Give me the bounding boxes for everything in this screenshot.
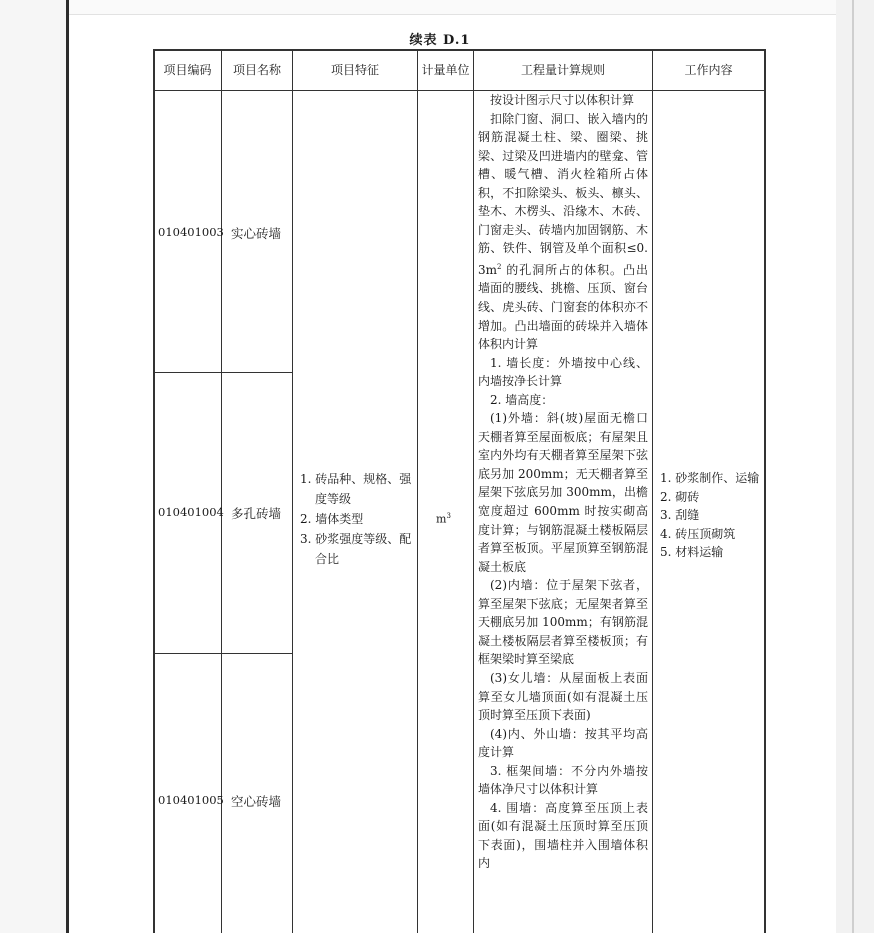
- rule-text-segment: 的孔洞所占的体积。凸出墙面的腰线、挑檐、压顶、窗台线、虎头砖、门窗套的体积亦不增加。凸出墙面的砖垛并入墙体体积内计算: [478, 262, 648, 352]
- column-divider: [417, 49, 418, 933]
- work-content-list: [660, 469, 768, 562]
- rule-paragraph: (3)女儿墙：从屋面板上表面算至女儿墙顶面(如有混凝土压顶时算至压顶下表面): [478, 670, 648, 723]
- rule-text-segment: 扣除门窗、洞口、嵌入墙内的钢筋混凝土柱、梁、圈梁、挑梁、过梁及凹进墙内的壁龛、管槽、暖气槽、消火栓箱所占体积，不扣除梁头、板头、檩头、垫木、木楞头、沿缘木、木砖、门窗走头、砖墙内加固钢筋、木筋、铁件、钢管及单个面积≤0.3m: [478, 111, 648, 277]
- work-item: 5. 材料运输: [660, 545, 724, 559]
- work-item: 1. 砂浆制作、运输: [660, 471, 760, 485]
- rule-paragraph: 3. 框架间墙：不分内外墙按墙体净尺寸以体积计算: [478, 763, 648, 797]
- row-divider: [153, 372, 293, 373]
- features-list: [300, 469, 412, 569]
- row-code: 010401004: [158, 505, 224, 519]
- header-cell-name: 项目名称: [232, 63, 281, 77]
- column-divider: [292, 49, 293, 933]
- unit-exponent: 3: [446, 512, 451, 520]
- rule-paragraph: (1)外墙：斜(坡)屋面无檐口天棚者算至屋面板底；有屋架且室内外均有天棚者算至屋架下弦底另加 200mm；无天棚者算至屋架下弦底另加 300mm，出檐宽度超过 600mm 时按实砌高度计算；与钢筋混凝土楼板隔层者算至板顶。平屋顶算至钢筋混凝土板底: [478, 411, 648, 574]
- row-code: 010401003: [158, 225, 224, 239]
- rule-superscript: 2: [497, 262, 502, 271]
- table-left-border: [153, 49, 155, 933]
- rule-paragraph: 2. 墙高度：: [490, 392, 554, 407]
- work-item: 3. 刮缝: [660, 508, 700, 522]
- table-title: 续表 D.1: [409, 33, 471, 48]
- table-top-border: [153, 49, 765, 51]
- header-bottom-border: [153, 90, 765, 91]
- feature-item: 1. 砖品种、规格、强度等级: [300, 472, 412, 506]
- column-divider: [652, 49, 653, 933]
- rule-paragraph: (2)内墙：位于屋架下弦者，算至屋架下弦底；无屋架者算至天棚底另加 100mm；有钢筋混凝土楼板隔层者算至楼板顶；有框架梁时算至梁底: [478, 578, 648, 667]
- feature-item: 3. 砂浆强度等级、配合比: [300, 532, 412, 566]
- rule-paragraph: [478, 110, 648, 354]
- row-divider: [153, 653, 293, 654]
- unit-base: m: [436, 512, 447, 526]
- rule-paragraph: 按设计图示尺寸以体积计算: [490, 93, 635, 107]
- header-cell-code: 项目编码: [163, 63, 212, 77]
- column-divider: [473, 49, 474, 933]
- calculation-rule-text: [478, 91, 648, 873]
- work-item: 2. 砌砖: [660, 489, 700, 504]
- rule-paragraph: 1. 墙长度：外墙按中心线、内墙按净长计算: [478, 355, 648, 389]
- feature-item: 2. 墙体类型: [300, 512, 364, 526]
- header-cell-unit: 计量单位: [421, 63, 470, 77]
- row-name: 空心砖墙: [231, 794, 282, 809]
- row-name: 多孔砖墙: [231, 506, 282, 521]
- row-name: 实心砖墙: [231, 226, 282, 241]
- row-code: 010401005: [158, 793, 224, 807]
- unit-value: [436, 512, 451, 526]
- header-cell-rule: 工程量计算规则: [520, 63, 605, 77]
- rule-paragraph: 4. 围墙：高度算至压顶上表面(如有混凝土压顶时算至压顶下表面)，围墙柱并入围墙体积内: [478, 800, 648, 871]
- header-cell-work: 工作内容: [684, 63, 733, 77]
- header-cell-features: 项目特征: [330, 63, 379, 77]
- rule-paragraph: (4)内、外山墙：按其平均高度计算: [478, 726, 648, 760]
- work-item: 4. 砖压顶砌筑: [660, 526, 736, 541]
